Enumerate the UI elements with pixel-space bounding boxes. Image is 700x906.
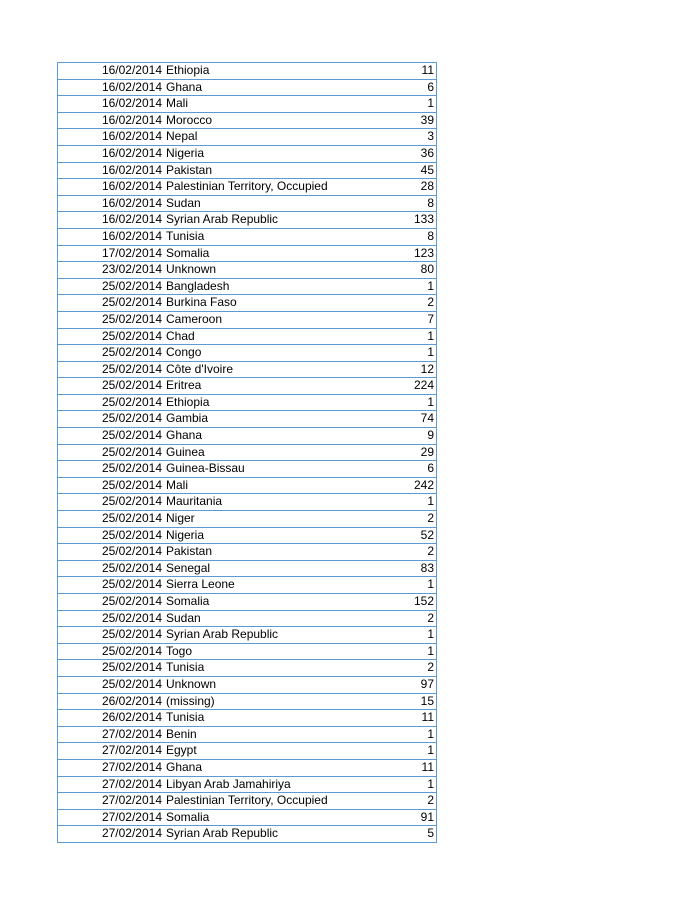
row-spacer-cell (58, 394, 100, 411)
table-row (58, 245, 437, 262)
country-cell: Guinea-Bissau (166, 461, 366, 478)
count-cell: 9 (366, 428, 437, 445)
count-cell: 3 (366, 129, 437, 146)
country-cell: Mali (166, 477, 366, 494)
date-cell: 27/02/2014 (99, 759, 166, 776)
count-cell: 242 (366, 477, 437, 494)
country-cell: Morocco (166, 112, 366, 129)
country-cell: Ghana (166, 79, 366, 96)
table-row (58, 610, 437, 627)
count-cell: 11 (366, 710, 437, 727)
row-spacer-cell (58, 162, 100, 179)
row-spacer-cell (58, 179, 100, 196)
date-cell: 16/02/2014 (99, 63, 166, 80)
date-cell: 25/02/2014 (99, 560, 166, 577)
row-spacer-cell (58, 145, 100, 162)
row-spacer-cell (58, 361, 100, 378)
row-spacer-cell (58, 594, 100, 611)
count-cell: 123 (366, 245, 437, 262)
table-row (58, 212, 437, 229)
date-cell: 16/02/2014 (99, 212, 166, 229)
table-row (58, 776, 437, 793)
row-spacer-cell (58, 643, 100, 660)
count-cell: 1 (366, 96, 437, 113)
table-row (58, 378, 437, 395)
row-spacer-cell (58, 793, 100, 810)
count-cell: 15 (366, 693, 437, 710)
table-row (58, 295, 437, 312)
table-row (58, 179, 437, 196)
count-cell: 1 (366, 394, 437, 411)
date-cell: 25/02/2014 (99, 527, 166, 544)
count-cell: 97 (366, 676, 437, 693)
date-cell: 25/02/2014 (99, 660, 166, 677)
date-cell: 25/02/2014 (99, 278, 166, 295)
country-cell: Sudan (166, 195, 366, 212)
count-cell: 36 (366, 145, 437, 162)
table-row (58, 511, 437, 528)
row-spacer-cell (58, 826, 100, 843)
country-cell: Tunisia (166, 710, 366, 727)
table-row (58, 145, 437, 162)
country-cell: Cameroon (166, 311, 366, 328)
country-cell: Syrian Arab Republic (166, 627, 366, 644)
count-cell: 1 (366, 577, 437, 594)
table-row (58, 361, 437, 378)
country-cell: Somalia (166, 594, 366, 611)
table-row (58, 328, 437, 345)
date-cell: 27/02/2014 (99, 743, 166, 760)
table-row (58, 428, 437, 445)
row-spacer-cell (58, 527, 100, 544)
row-spacer-cell (58, 743, 100, 760)
country-cell: Côte d'Ivoire (166, 361, 366, 378)
date-cell: 16/02/2014 (99, 112, 166, 129)
country-cell: Sierra Leone (166, 577, 366, 594)
table-row (58, 394, 437, 411)
row-spacer-cell (58, 726, 100, 743)
table-row (58, 129, 437, 146)
row-spacer-cell (58, 228, 100, 245)
country-cell: Unknown (166, 262, 366, 279)
country-cell: Nigeria (166, 527, 366, 544)
count-cell: 91 (366, 809, 437, 826)
country-cell: Palestinian Territory, Occupied (166, 179, 366, 196)
country-cell: Togo (166, 643, 366, 660)
row-spacer-cell (58, 378, 100, 395)
table-row (58, 461, 437, 478)
row-spacer-cell (58, 63, 100, 80)
table-row (58, 262, 437, 279)
country-cell: Nepal (166, 129, 366, 146)
data-table (57, 62, 437, 843)
date-cell: 25/02/2014 (99, 378, 166, 395)
table-row (58, 594, 437, 611)
row-spacer-cell (58, 477, 100, 494)
count-cell: 2 (366, 660, 437, 677)
date-cell: 25/02/2014 (99, 577, 166, 594)
row-spacer-cell (58, 96, 100, 113)
date-cell: 26/02/2014 (99, 693, 166, 710)
date-cell: 25/02/2014 (99, 444, 166, 461)
date-cell: 25/02/2014 (99, 627, 166, 644)
count-cell: 28 (366, 179, 437, 196)
row-spacer-cell (58, 560, 100, 577)
table-row (58, 96, 437, 113)
table-row (58, 759, 437, 776)
country-cell: Ethiopia (166, 63, 366, 80)
table-row (58, 560, 437, 577)
count-cell: 7 (366, 311, 437, 328)
country-cell: Nigeria (166, 145, 366, 162)
date-cell: 16/02/2014 (99, 228, 166, 245)
count-cell: 1 (366, 743, 437, 760)
country-cell: Somalia (166, 809, 366, 826)
date-cell: 25/02/2014 (99, 594, 166, 611)
country-cell: Sudan (166, 610, 366, 627)
table-row (58, 793, 437, 810)
row-spacer-cell (58, 610, 100, 627)
count-cell: 2 (366, 295, 437, 312)
count-cell: 29 (366, 444, 437, 461)
country-cell: Guinea (166, 444, 366, 461)
count-cell: 2 (366, 511, 437, 528)
count-cell: 11 (366, 759, 437, 776)
country-cell: Burkina Faso (166, 295, 366, 312)
date-cell: 25/02/2014 (99, 676, 166, 693)
date-cell: 25/02/2014 (99, 544, 166, 561)
row-spacer-cell (58, 195, 100, 212)
count-cell: 39 (366, 112, 437, 129)
row-spacer-cell (58, 79, 100, 96)
table-row (58, 710, 437, 727)
row-spacer-cell (58, 262, 100, 279)
count-cell: 83 (366, 560, 437, 577)
table-row (58, 444, 437, 461)
date-cell: 25/02/2014 (99, 345, 166, 362)
count-cell: 224 (366, 378, 437, 395)
row-spacer-cell (58, 112, 100, 129)
country-cell: Ethiopia (166, 394, 366, 411)
table-row (58, 228, 437, 245)
table-row (58, 693, 437, 710)
table-row (58, 627, 437, 644)
count-cell: 2 (366, 610, 437, 627)
count-cell: 45 (366, 162, 437, 179)
table-row (58, 411, 437, 428)
count-cell: 1 (366, 328, 437, 345)
row-spacer-cell (58, 544, 100, 561)
table-body (58, 63, 437, 843)
count-cell: 1 (366, 726, 437, 743)
count-cell: 2 (366, 793, 437, 810)
date-cell: 25/02/2014 (99, 295, 166, 312)
date-cell: 26/02/2014 (99, 710, 166, 727)
country-cell: Egypt (166, 743, 366, 760)
table-row (58, 79, 437, 96)
date-cell: 25/02/2014 (99, 411, 166, 428)
row-spacer-cell (58, 693, 100, 710)
date-cell: 16/02/2014 (99, 145, 166, 162)
count-cell: 6 (366, 79, 437, 96)
row-spacer-cell (58, 444, 100, 461)
date-cell: 25/02/2014 (99, 643, 166, 660)
count-cell: 2 (366, 544, 437, 561)
country-cell: Chad (166, 328, 366, 345)
date-cell: 16/02/2014 (99, 195, 166, 212)
country-cell: Senegal (166, 560, 366, 577)
count-cell: 74 (366, 411, 437, 428)
date-cell: 17/02/2014 (99, 245, 166, 262)
row-spacer-cell (58, 511, 100, 528)
date-cell: 16/02/2014 (99, 79, 166, 96)
count-cell: 5 (366, 826, 437, 843)
row-spacer-cell (58, 129, 100, 146)
date-cell: 25/02/2014 (99, 394, 166, 411)
country-cell: Palestinian Territory, Occupied (166, 793, 366, 810)
country-cell: Pakistan (166, 544, 366, 561)
table-row (58, 643, 437, 660)
table-row (58, 345, 437, 362)
row-spacer-cell (58, 660, 100, 677)
row-spacer-cell (58, 710, 100, 727)
row-spacer-cell (58, 212, 100, 229)
count-cell: 152 (366, 594, 437, 611)
country-cell: Ghana (166, 428, 366, 445)
table-row (58, 676, 437, 693)
count-cell: 1 (366, 278, 437, 295)
date-cell: 25/02/2014 (99, 511, 166, 528)
row-spacer-cell (58, 809, 100, 826)
country-cell: (missing) (166, 693, 366, 710)
table-row (58, 743, 437, 760)
count-cell: 1 (366, 345, 437, 362)
date-cell: 16/02/2014 (99, 162, 166, 179)
table-row (58, 162, 437, 179)
table-row (58, 726, 437, 743)
row-spacer-cell (58, 759, 100, 776)
date-cell: 27/02/2014 (99, 793, 166, 810)
country-cell: Pakistan (166, 162, 366, 179)
count-cell: 80 (366, 262, 437, 279)
date-cell: 27/02/2014 (99, 726, 166, 743)
table-row (58, 544, 437, 561)
table-row (58, 809, 437, 826)
row-spacer-cell (58, 461, 100, 478)
table-row (58, 577, 437, 594)
count-cell: 1 (366, 776, 437, 793)
count-cell: 12 (366, 361, 437, 378)
country-cell: Tunisia (166, 228, 366, 245)
count-cell: 8 (366, 228, 437, 245)
row-spacer-cell (58, 676, 100, 693)
date-cell: 25/02/2014 (99, 494, 166, 511)
country-cell: Syrian Arab Republic (166, 212, 366, 229)
row-spacer-cell (58, 627, 100, 644)
row-spacer-cell (58, 345, 100, 362)
table-row (58, 278, 437, 295)
row-spacer-cell (58, 328, 100, 345)
date-cell: 27/02/2014 (99, 809, 166, 826)
date-cell: 16/02/2014 (99, 129, 166, 146)
date-cell: 25/02/2014 (99, 428, 166, 445)
row-spacer-cell (58, 428, 100, 445)
count-cell: 8 (366, 195, 437, 212)
date-cell: 16/02/2014 (99, 96, 166, 113)
count-cell: 1 (366, 627, 437, 644)
country-cell: Tunisia (166, 660, 366, 677)
table-row (58, 660, 437, 677)
country-cell: Somalia (166, 245, 366, 262)
country-cell: Benin (166, 726, 366, 743)
table-row (58, 477, 437, 494)
date-cell: 16/02/2014 (99, 179, 166, 196)
table-row (58, 112, 437, 129)
date-cell: 27/02/2014 (99, 826, 166, 843)
country-cell: Syrian Arab Republic (166, 826, 366, 843)
table-row (58, 826, 437, 843)
table-row (58, 195, 437, 212)
row-spacer-cell (58, 295, 100, 312)
country-cell: Libyan Arab Jamahiriya (166, 776, 366, 793)
country-cell: Eritrea (166, 378, 366, 395)
country-cell: Unknown (166, 676, 366, 693)
count-cell: 1 (366, 494, 437, 511)
country-cell: Mauritania (166, 494, 366, 511)
count-cell: 1 (366, 643, 437, 660)
country-cell: Ghana (166, 759, 366, 776)
row-spacer-cell (58, 776, 100, 793)
country-cell: Niger (166, 511, 366, 528)
country-cell: Gambia (166, 411, 366, 428)
count-cell: 6 (366, 461, 437, 478)
country-cell: Bangladesh (166, 278, 366, 295)
count-cell: 11 (366, 63, 437, 80)
date-cell: 25/02/2014 (99, 328, 166, 345)
date-cell: 25/02/2014 (99, 477, 166, 494)
row-spacer-cell (58, 278, 100, 295)
count-cell: 133 (366, 212, 437, 229)
row-spacer-cell (58, 311, 100, 328)
row-spacer-cell (58, 494, 100, 511)
country-cell: Congo (166, 345, 366, 362)
country-cell: Mali (166, 96, 366, 113)
date-cell: 25/02/2014 (99, 361, 166, 378)
date-cell: 23/02/2014 (99, 262, 166, 279)
date-cell: 25/02/2014 (99, 461, 166, 478)
row-spacer-cell (58, 577, 100, 594)
table-row (58, 63, 437, 80)
table-row (58, 494, 437, 511)
row-spacer-cell (58, 411, 100, 428)
table-row (58, 527, 437, 544)
date-cell: 27/02/2014 (99, 776, 166, 793)
date-cell: 25/02/2014 (99, 610, 166, 627)
date-cell: 25/02/2014 (99, 311, 166, 328)
count-cell: 52 (366, 527, 437, 544)
row-spacer-cell (58, 245, 100, 262)
table-row (58, 311, 437, 328)
